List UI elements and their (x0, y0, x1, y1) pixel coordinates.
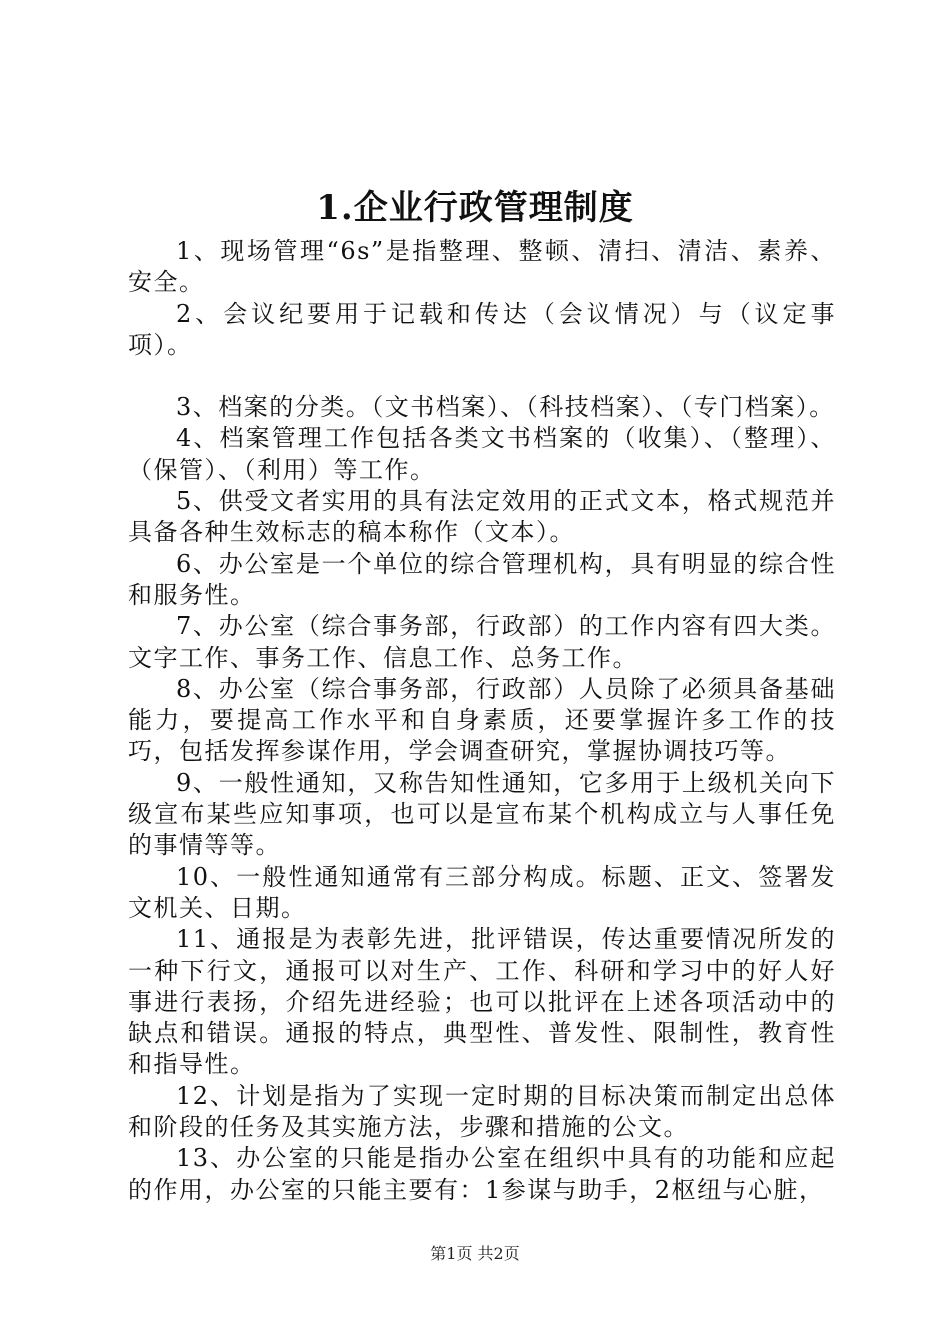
page-footer: 第1页 共2页 (430, 1244, 520, 1263)
document-title: 1.企业行政管理制度 (316, 188, 634, 228)
paragraph-5: 5、供受文者实用的具有法定效用的正式文本，格式规范并具备各种生效标志的稿本称作（文本）。 (128, 487, 836, 547)
paragraph-2: 2、会议纪要用于记载和传达（会议情况）与（议定事项）。 (128, 299, 836, 359)
paragraph-7: 7、办公室（综合事务部，行政部）的工作内容有四大类。文字工作、事务工作、信息工作、总务工作。 (128, 612, 836, 672)
paragraph-4: 4、档案管理工作包括各类文书档案的（收集）、（整理）、（保管）、（利用）等工作。 (128, 424, 836, 484)
paragraph-1: 1、现场管理“6s”是指整理、整顿、清扫、清洁、素养、安全。 (128, 237, 836, 297)
paragraph-3: 3、档案的分类。（文书档案）、（科技档案）、（专门档案）。 (176, 393, 835, 422)
paragraph-13: 13、办公室的只能是指办公室在组织中具有的功能和应起的作用，办公室的只能主要有：1参谋与助手，2枢纽与心脏， (128, 1144, 836, 1204)
paragraph-11: 11、通报是为表彰先进，批评错误，传达重要情况所发的一种下行文，通报可以对生产、工作、科研和学习中的好人好事进行表扬，介绍先进经验；也可以批评在上述各项活动中的缺点和错误。通报的特点，典型性、普发性、限制性，教育性和指导性。 (128, 925, 836, 1079)
paragraph-9: 9、一般性通知，又称告知性通知，它多用于上级机关向下级宣布某些应知事项，也可以是宣布某个机构成立与人事任免的事情等等。 (128, 768, 836, 860)
paragraph-10: 10、一般性通知通常有三部分构成。标题、正文、签署发文机关、日期。 (128, 862, 836, 922)
paragraph-12: 12、计划是指为了实现一定时期的目标决策而制定出总体和阶段的任务及其实施方法，步骤和措施的公文。 (128, 1081, 836, 1142)
document-body (128, 236, 836, 1206)
paragraph-8: 8、办公室（综合事务部，行政部）人员除了必须具备基础能力，要提高工作水平和自身素质，还要掌握许多工作的技巧，包括发挥参谋作用，学会调查研究，掌握协调技巧等。 (128, 674, 836, 766)
paragraph-6: 6、办公室是一个单位的综合管理机构，具有明显的综合性和服务性。 (128, 549, 836, 609)
